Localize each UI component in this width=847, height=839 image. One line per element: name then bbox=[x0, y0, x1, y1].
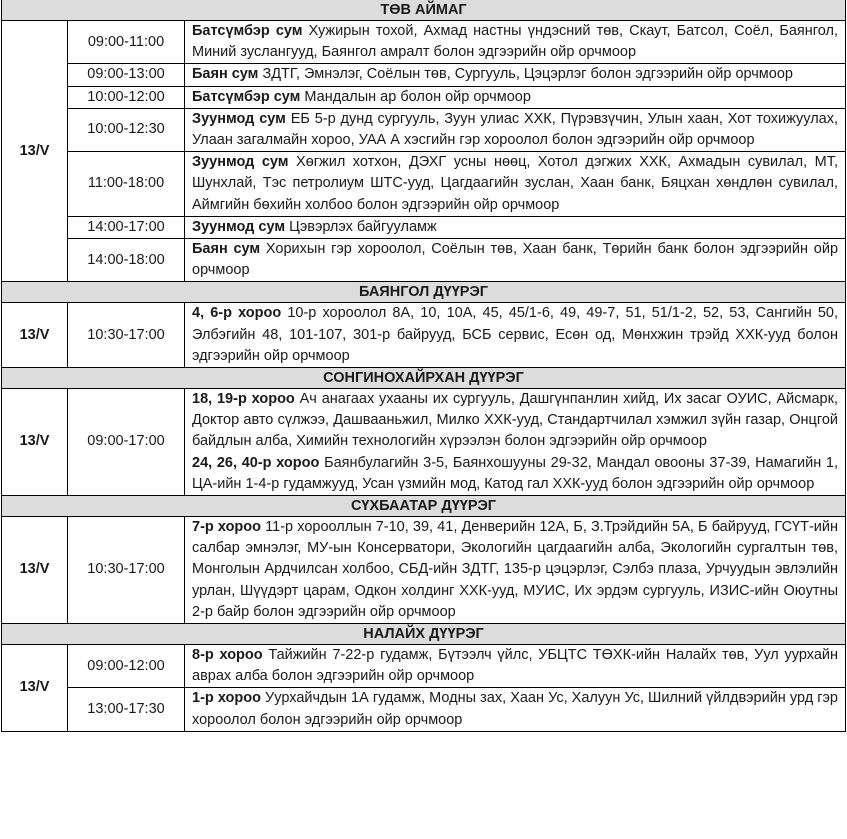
time-cell: 10:00-12:30 bbox=[68, 108, 185, 151]
location-entry bbox=[192, 217, 838, 238]
region-header bbox=[2, 0, 846, 21]
time-cell: 10:30-17:00 bbox=[68, 303, 185, 368]
location-entry bbox=[192, 389, 838, 453]
location-description-cell bbox=[185, 645, 846, 688]
location-name: Зуунмод сум bbox=[192, 218, 286, 235]
location-details: Хорихын гэр хороолол, Соёлын төв, Хаан банк, Төрийн банк болон эдгээрийн ойр орчмоор bbox=[192, 241, 839, 279]
region-header bbox=[2, 496, 846, 517]
location-details: Цэвэрлэх байгууламж bbox=[289, 218, 437, 235]
schedule-row bbox=[2, 303, 846, 368]
time-cell: 14:00-18:00 bbox=[68, 239, 185, 282]
date-cell: 13/V bbox=[2, 645, 68, 732]
schedule-row bbox=[2, 86, 846, 108]
location-entry bbox=[192, 87, 838, 108]
date-cell: 13/V bbox=[2, 389, 68, 496]
region-name: БАЯНГОЛ ДҮҮРЭГ bbox=[2, 282, 846, 303]
region-name: СОНГИНОХАЙРХАН ДҮҮРЭГ bbox=[2, 368, 846, 389]
location-entry bbox=[192, 239, 838, 281]
location-entry bbox=[192, 517, 838, 623]
time-cell: 09:00-13:00 bbox=[68, 64, 185, 86]
location-details: Баянбулагийн 3-5, Баянхошууны 29-32, Мандал овооны 37-39, Намагийн 1, ЦА-ийн 1-4-р гудамжууд, Усан үзмийн мод, Катод гал ХХК-ууд болон эдгээрийн ойр орчмоор bbox=[192, 454, 838, 492]
location-details: Тайжийн 7-22-р гудамж, Бүтээлч үйлс, УБЦТС ТӨХК-ийн Налайх төв, Уул уурхайн аврах алба болон эдгээрийн ойр орчмоор bbox=[192, 647, 838, 685]
schedule-row bbox=[2, 517, 846, 624]
schedule-row bbox=[2, 152, 846, 217]
location-name: 8-р хороо bbox=[192, 647, 263, 664]
schedule-row bbox=[2, 64, 846, 86]
time-cell: 09:00-12:00 bbox=[68, 645, 185, 688]
location-entry bbox=[192, 109, 838, 151]
schedule-row bbox=[2, 688, 846, 731]
location-details: ЕБ 5-р дунд сургууль, Зуун улиас ХХК, Пүрэвзүчин, Улын хаан, Хот тохижуулах, Улаан загалмайн хороо, УАА А хэсгийн гэр хороолол болон эдгээрийн ойр орчмоор bbox=[192, 110, 839, 149]
time-cell: 10:00-12:00 bbox=[68, 86, 185, 108]
time-cell: 09:00-17:00 bbox=[68, 389, 185, 496]
location-description-cell bbox=[185, 152, 846, 217]
time-cell: 10:30-17:00 bbox=[68, 517, 185, 624]
location-name: 18, 19-р хороо bbox=[192, 391, 295, 408]
date-cell: 13/V bbox=[2, 517, 68, 624]
location-description-cell bbox=[185, 389, 846, 496]
location-details: Уурхайчдын 1А гудамж, Модны зах, Хаан Ус, Халуун Ус, Шилний үйлдвэрийн урд гэр хороолол болон эдгээрийн ойр орчмоор bbox=[192, 690, 838, 728]
location-entry bbox=[192, 21, 838, 63]
region-name: ТӨВ АЙМАГ bbox=[2, 0, 846, 21]
location-name: Зуунмод сум bbox=[192, 154, 289, 171]
region-header bbox=[2, 368, 846, 389]
location-entry bbox=[192, 64, 838, 85]
region-header bbox=[2, 282, 846, 303]
location-description-cell bbox=[185, 108, 846, 151]
location-entry bbox=[192, 688, 838, 730]
time-cell: 09:00-11:00 bbox=[68, 21, 185, 64]
location-name: Батсүмбэр сум bbox=[192, 23, 303, 39]
location-entry bbox=[192, 303, 838, 367]
location-name: 4, 6-р хороо bbox=[192, 305, 282, 322]
location-description-cell bbox=[185, 239, 846, 282]
schedule-row bbox=[2, 389, 846, 496]
schedule-row bbox=[2, 216, 846, 238]
location-details: Мандалын ар болон ойр орчмоор bbox=[304, 88, 531, 105]
schedule-row bbox=[2, 239, 846, 282]
time-cell: 13:00-17:30 bbox=[68, 688, 185, 731]
schedule-row bbox=[2, 108, 846, 151]
location-description-cell bbox=[185, 216, 846, 238]
outage-schedule-table bbox=[1, 0, 846, 732]
location-name: Зуунмод сум bbox=[192, 110, 286, 127]
location-description-cell bbox=[185, 517, 846, 624]
location-name: 7-р хороо bbox=[192, 519, 262, 536]
region-name: НАЛАЙХ ДҮҮРЭГ bbox=[2, 624, 846, 645]
location-name: Баян сум bbox=[192, 241, 261, 258]
location-details: 10-р хороолол 8А, 10, 10А, 45, 45/1-6, 49, 49-7, 51, 51/1-2, 52, 53, Сангийн 50, Элбэгийн 48, 101-107, 301-р байрууд, БСБ сервис, Есөн од, Мөнхжин трэйд ХХК-ууд болон эдгээрийн ойр орчмоор bbox=[192, 305, 838, 364]
location-details: Ач анагаах ухааны их сургууль, Дашгүнпанлин хийд, Их засаг ОУИС, Айсмарк, Доктор авто сүлжээ, Дашвааньжил, Милко ХХК-ууд, Стандартчилал хэмжил зүйн газар, Онцгой байдлын алба, Химийн технологийн хүрээлэн болон эдгээрийн ойр орчмоор bbox=[192, 391, 838, 450]
location-details: Хөгжил хотхон, ДЭХГ усны нөөц, Хотол дэгжих ХХК, Ахмадын сувилал, МТ, Шунхлай, Тэс петролиум ШТС-ууд, Цагдаагийн зуслан, Хаан банк, Бяцхан хөндлөн сувилал, Аймгийн бөхийн холбоо болон эдгээрийн ойр орчмоор bbox=[192, 154, 839, 213]
date-cell: 13/V bbox=[2, 21, 68, 282]
schedule-row bbox=[2, 645, 846, 688]
location-entry bbox=[192, 645, 838, 687]
region-name: СҮХБААТАР ДҮҮРЭГ bbox=[2, 496, 846, 517]
time-cell: 11:00-18:00 bbox=[68, 152, 185, 217]
location-description-cell bbox=[185, 21, 846, 64]
location-name: Батсүмбэр сум bbox=[192, 88, 301, 105]
region-header bbox=[2, 624, 846, 645]
location-name: 1-р хороо bbox=[192, 690, 261, 707]
schedule-row bbox=[2, 21, 846, 64]
location-details: Хужирын тохой, Ахмад настны үндэсний төв, Скаут, Батсол, Соёл, Баянгол, Миний зуслангууд, Баянгол амралт болон эдгээрийн ойр орчмоор bbox=[192, 23, 838, 61]
location-description-cell bbox=[185, 688, 846, 731]
location-description-cell bbox=[185, 86, 846, 108]
outage-schedule-body bbox=[2, 0, 846, 731]
location-details: ЗДТГ, Эмнэлэг, Соёлын төв, Сургууль, Цэцэрлэг болон эдгээрийн ойр орчмоор bbox=[262, 66, 793, 83]
location-name: 24, 26, 40-р хороо bbox=[192, 454, 320, 471]
location-entry bbox=[192, 453, 838, 495]
location-name: Баян сум bbox=[192, 66, 259, 83]
date-cell: 13/V bbox=[2, 303, 68, 368]
location-entry bbox=[192, 152, 838, 216]
location-description-cell bbox=[185, 303, 846, 368]
location-details: 11-р хорооллын 7-10, 39, 41, Денверийн 12А, Б, З.Трэйдийн 5А, Б байрууд, ГСҮТ-ийн салбар эмнэлэг, МУ-ын Консерватори, Экологийн цагдаагийн алба, Экологийн сургалтын төв, Монголын Ардчилсан холбоо, СБД-ийн ЗДТГ, 135-р цэцэрлэг, Сэлбэ плаза, Урчуудын эвлэлийн урлан, Шүүдэрт царам, Одкон холдинг ХХК-ууд, МУИС, Их эрдэм сургууль, ИЗИС-ийн Оюутны 2-р байр болон эдгээрийн ойр орчмоор bbox=[192, 519, 839, 620]
location-description-cell bbox=[185, 64, 846, 86]
time-cell: 14:00-17:00 bbox=[68, 216, 185, 238]
